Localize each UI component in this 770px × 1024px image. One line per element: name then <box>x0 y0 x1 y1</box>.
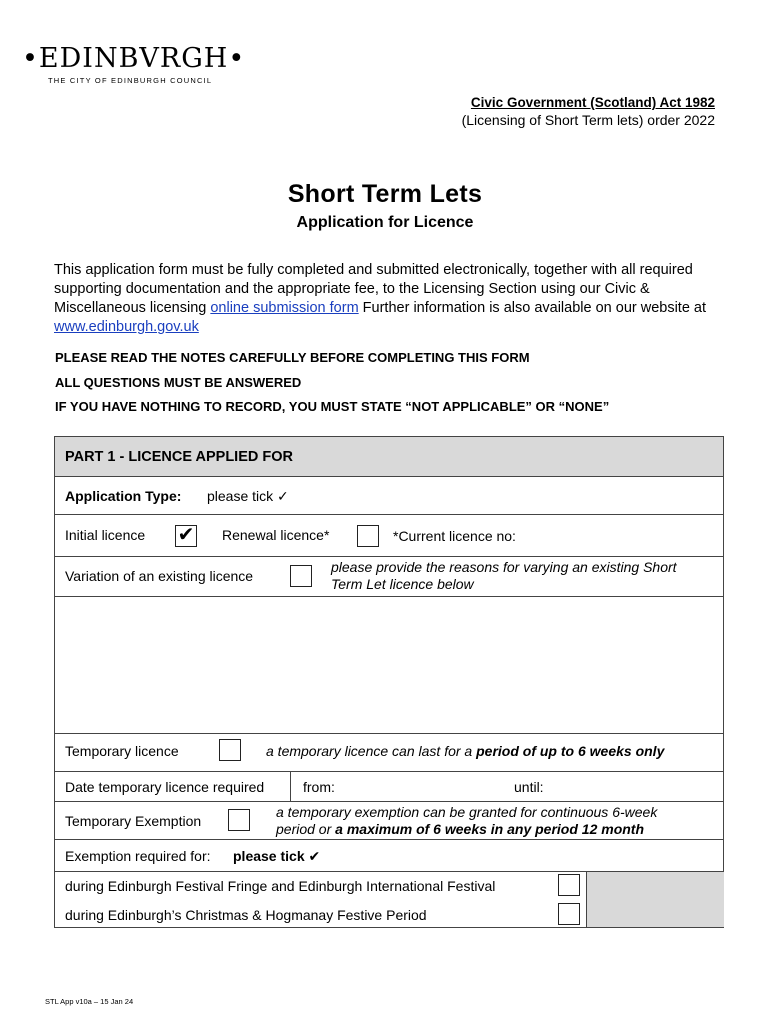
temporary-licence-note <box>266 743 664 759</box>
exemption-note-bold: a maximum of 6 weeks in any period 12 month <box>335 821 645 837</box>
exemption-required-hint: please tick ✔ <box>233 848 321 864</box>
page-title: Short Term Lets <box>287 180 483 208</box>
exemption-note-normal: period or <box>276 821 336 837</box>
application-type-row <box>55 477 723 515</box>
variation-row <box>55 557 723 597</box>
festival-fringe-label: during Edinburgh Festival Fringe and Edinburgh International Festival <box>65 878 496 894</box>
variation-label: Variation of an existing licence <box>65 568 254 584</box>
online-submission-form-link[interactable]: online submission form <box>210 300 359 316</box>
initial-licence-label: Initial licence <box>65 527 146 543</box>
website-link[interactable]: www.edinburgh.gov.uk <box>54 319 199 335</box>
application-type-label: Application Type: <box>65 488 182 504</box>
temporary-licence-label: Temporary licence <box>65 743 179 759</box>
initial-renewal-row <box>55 515 723 557</box>
temporary-note-normal: a temporary licence can last for a <box>266 743 477 759</box>
temporary-note-bold: period of up to 6 weeks only <box>476 743 665 759</box>
intro-text-1: This application form must be fully completed and submitted electronically, together with all required supporting documentation and the appropriate fee, to the Licensing Section using our Civic & Miscellaneous licensing <box>54 262 693 316</box>
act-subtitle: (Licensing of Short Term lets) order 2022 <box>461 112 715 128</box>
exemption-note-line1: a temporary exemption can be granted for continuous 6-week <box>276 804 658 820</box>
notice-read-notes: PLEASE READ THE NOTES CAREFULLY BEFORE COMPLETING THIS FORM <box>55 350 530 365</box>
exemption-required-row <box>55 840 723 872</box>
festival-fringe-checkbox[interactable] <box>558 874 580 896</box>
christmas-hogmanay-label: during Edinburgh’s Christmas & Hogmanay Festive Period <box>65 907 427 923</box>
until-label: until: <box>514 779 544 795</box>
variation-note-line1: please provide the reasons for varying an existing Short <box>331 559 677 575</box>
exemption-note-line2 <box>276 821 644 837</box>
variation-reasons-area[interactable] <box>55 597 723 734</box>
page-subtitle: Application for Licence <box>296 214 474 231</box>
temporary-exemption-row <box>55 802 723 840</box>
council-logo-subtitle: THE CITY OF EDINBURGH COUNCIL <box>48 76 213 85</box>
grey-filler-cell <box>586 872 724 927</box>
date-required-label: Date temporary licence required <box>65 779 265 795</box>
document-version: STL App v10a – 15 Jan 24 <box>45 997 134 1006</box>
from-label: from: <box>303 779 335 795</box>
temporary-licence-row <box>55 734 723 772</box>
renewal-licence-label: Renewal licence* <box>222 527 330 543</box>
variation-checkbox[interactable] <box>290 565 312 587</box>
temporary-exemption-checkbox[interactable] <box>228 809 250 831</box>
intro-text-2: Further information is also available on our website at <box>358 300 707 316</box>
part1-heading-row <box>55 437 723 477</box>
notice-all-questions: ALL QUESTIONS MUST BE ANSWERED <box>55 375 302 390</box>
date-required-row <box>55 772 723 802</box>
council-logo: •EDINBVRGH• <box>22 43 246 74</box>
current-licence-number-label: *Current licence no: <box>393 528 516 544</box>
date-divider <box>290 772 291 802</box>
act-title: Civic Government (Scotland) Act 1982 <box>470 95 715 110</box>
part1-heading: PART 1 - LICENCE APPLIED FOR <box>65 449 293 465</box>
exemption-required-label: Exemption required for: <box>65 848 211 864</box>
temporary-exemption-label: Temporary Exemption <box>65 813 202 829</box>
application-type-hint: please tick ✓ <box>207 488 289 504</box>
notice-nothing-to-record: IF YOU HAVE NOTHING TO RECORD, YOU MUST STATE “NOT APPLICABLE” OR “NONE” <box>55 399 610 414</box>
variation-note-line2: Term Let licence below <box>331 576 474 592</box>
initial-licence-checkbox[interactable]: ✔ <box>175 525 197 547</box>
licence-form-table <box>54 436 724 928</box>
christmas-hogmanay-checkbox[interactable] <box>558 903 580 925</box>
intro-paragraph <box>54 261 724 337</box>
temporary-licence-checkbox[interactable] <box>219 739 241 761</box>
renewal-licence-checkbox[interactable] <box>357 525 379 547</box>
